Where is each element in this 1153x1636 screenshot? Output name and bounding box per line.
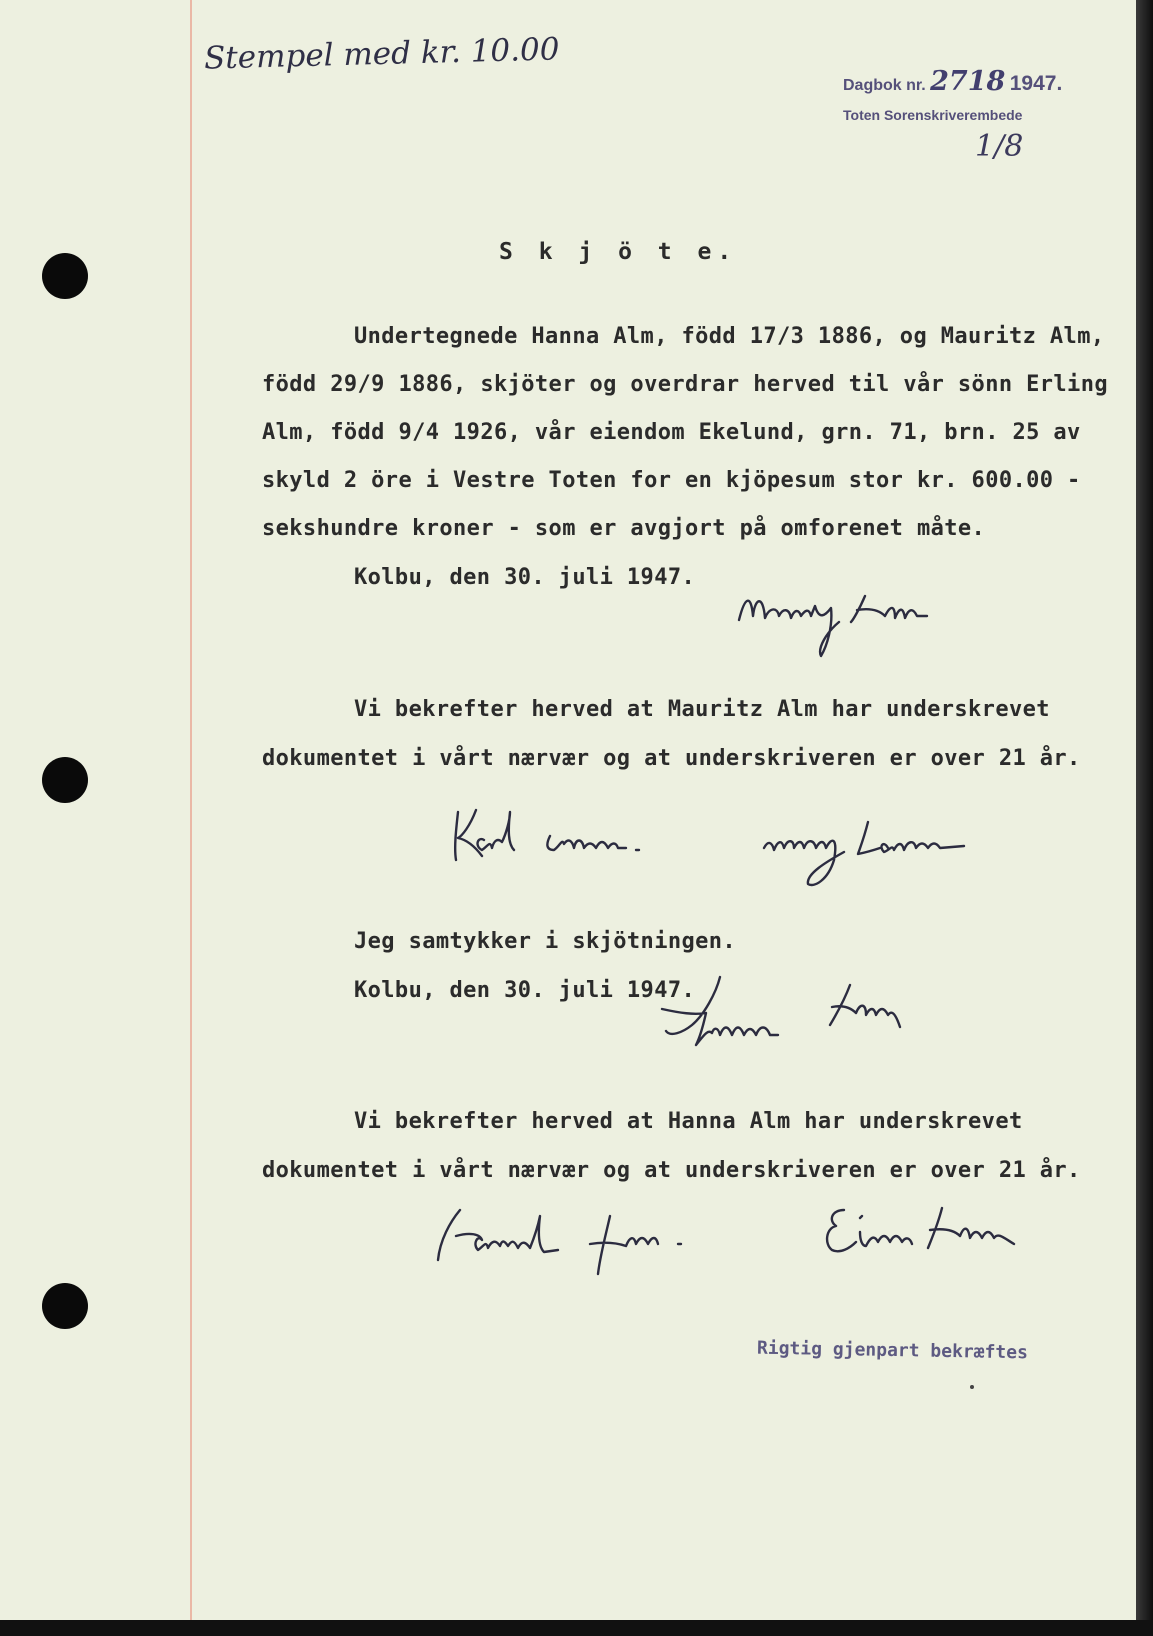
handwritten-stamp-duty-note: Stempel med kr. 10.00: [203, 31, 560, 77]
confirmation-line: Vi bekrefter herved at Mauritz Alm har underskrevet: [354, 697, 1050, 722]
place-date: Kolbu, den 30. juli 1947.: [354, 565, 696, 590]
court-office-stamp: Toten Sorenskriverembede: [843, 107, 1023, 123]
place-date: Kolbu, den 30. juli 1947.: [354, 978, 696, 1003]
confirmation-line: Vi bekrefter herved at Hanna Alm har underskrevet: [354, 1109, 1023, 1134]
journal-stamp-line1: [843, 66, 1062, 97]
signature-witness-karl-hansen: [450, 800, 700, 880]
margin-line: [190, 0, 192, 1620]
scan-edge-bottom: [0, 1620, 1153, 1636]
confirmation-line: dokumentet i vårt nærvær og at underskriveren er over 21 år.: [262, 1158, 1081, 1183]
punch-hole: [42, 757, 88, 803]
paragraph-line: Alm, född 9/4 1926, vår eiendom Ekelund, grn. 71, brn. 25 av: [262, 420, 1081, 445]
punch-hole: [42, 253, 88, 299]
paragraph-line: född 29/9 1886, skjöter og overdrar herved til vår sönn Erling: [262, 372, 1108, 397]
certification-stamp: Rigtig gjenpart bekræftes: [756, 1337, 1029, 1364]
signature-witness-harald-alm: [430, 1200, 740, 1295]
journal-year: 1947.: [1009, 72, 1063, 95]
signature-hanna-alm: [660, 975, 960, 1070]
document-title: S k j ö t e.: [499, 239, 738, 265]
signature-mauritz-alm: [735, 586, 1035, 666]
paragraph-line: Undertegnede Hanna Alm, född 17/3 1886, og Mauritz Alm,: [354, 324, 1105, 349]
journal-number: 2718: [930, 66, 1006, 97]
ink-dot: [970, 1385, 974, 1389]
punch-hole: [42, 1283, 88, 1329]
signature-witness-einar-alm: [820, 1198, 1040, 1278]
paragraph-line: sekshundre kroner - som er avgjort på omforenet måte.: [262, 516, 986, 541]
paragraph-line: skyld 2 öre i Vestre Toten for en kjöpesum stor kr. 600.00 -: [262, 468, 1081, 493]
stamp-date: 1/8: [975, 129, 1024, 164]
signature-witness-ivang-larsen: [758, 808, 1048, 898]
confirmation-line: dokumentet i vårt nærvær og at underskriveren er over 21 år.: [262, 746, 1081, 771]
consent-statement: Jeg samtykker i skjötningen.: [354, 929, 737, 954]
scan-edge-right: [1136, 0, 1153, 1636]
journal-number-label: Dagbok nr.: [843, 77, 926, 94]
